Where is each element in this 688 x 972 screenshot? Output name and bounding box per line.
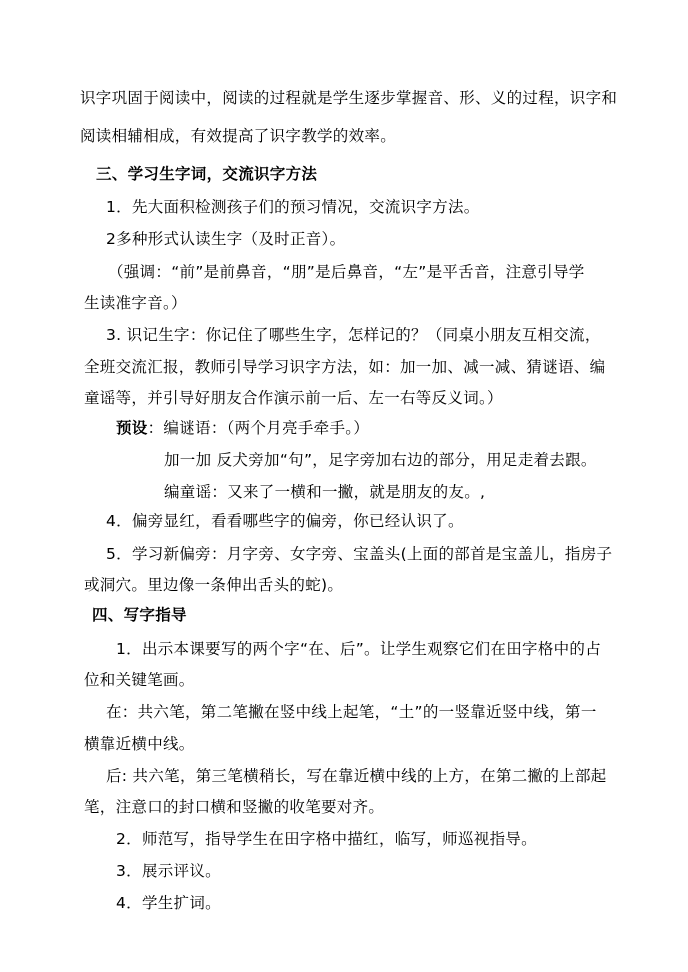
preset-text: 编谜语：（两个月亮手牵手。） bbox=[163, 419, 370, 437]
paragraph-line: 3．展示评议。 bbox=[116, 862, 221, 880]
preset-label: 预设 bbox=[116, 419, 148, 437]
paragraph-line: 加一加 反犬旁加“句”，足字旁加右边的部分，用足走着去跟。 bbox=[164, 451, 597, 469]
paragraph-line: 全班交流汇报，教师引导学习识字方法，如：加一加、减一减、猜谜语、编 bbox=[84, 358, 606, 376]
paragraph-line: 5．学习新偏旁：月字旁、女字旁、宝盖头(上面的部首是宝盖儿，指房子 bbox=[106, 545, 613, 563]
paragraph-line: 横靠近横中线。 bbox=[84, 735, 195, 753]
paragraph-line: 在：共六笔，第二笔撇在竖中线上起笔，“土”的一竖靠近竖中线，第一 bbox=[106, 703, 597, 721]
paragraph-line: 或洞穴。里边像一条伸出舌头的蛇)。 bbox=[84, 576, 344, 594]
paragraph-line: 编童谣：又来了一横和一撇，就是朋友的友。, bbox=[164, 483, 486, 501]
paragraph-line: 笔，注意口的封口横和竖撇的收笔要对齐。 bbox=[84, 798, 385, 816]
paragraph-line: （强调：“前”是前鼻音，“朋”是后鼻音，“左”是平舌音，注意引导学 bbox=[108, 263, 585, 281]
preset-colon: ： bbox=[147, 419, 164, 437]
paragraph-line: 后: 共六笔，第三笔横稍长，写在靠近横中线的上方，在第二撇的上部起 bbox=[106, 767, 607, 785]
paragraph-line: 4．偏旁显红，看看哪些字的偏旁，你已经认识了。 bbox=[106, 512, 464, 530]
paragraph-line: 位和关键笔画。 bbox=[84, 671, 195, 689]
preset-line bbox=[116, 418, 369, 438]
paragraph-line: 2多种形式认读生字（及时正音）。 bbox=[106, 230, 346, 248]
paragraph-line: 2．师范写，指导学生在田字格中描红，临写，师巡视指导。 bbox=[116, 830, 537, 848]
paragraph-line: 3. 识记生字：你记住了哪些生字，怎样记的？（同桌小朋友互相交流， bbox=[106, 326, 601, 344]
paragraph-line: 1．先大面积检测孩子们的预习情况，交流识字方法。 bbox=[106, 198, 480, 216]
paragraph-line: 4．学生扩词。 bbox=[116, 894, 221, 912]
paragraph-line: 1．出示本课要写的两个字“在、后”。让学生观察它们在田字格中的占 bbox=[116, 640, 602, 658]
section-heading-3: 三、学习生字词，交流识字方法 bbox=[96, 165, 318, 183]
section-heading-4: 四、写字指导 bbox=[92, 606, 187, 624]
paragraph-line: 生读准字音。） bbox=[84, 294, 187, 312]
paragraph-line: 阅读相辅相成，有效提高了识字教学的效率。 bbox=[80, 127, 397, 145]
paragraph-line: 识字巩固于阅读中，阅读的过程就是学生逐步掌握音、形、义的过程，识字和 bbox=[80, 89, 618, 107]
paragraph-line: 童谣等，并引导好朋友合作演示前一后、左一右等反义词。） bbox=[84, 389, 503, 407]
